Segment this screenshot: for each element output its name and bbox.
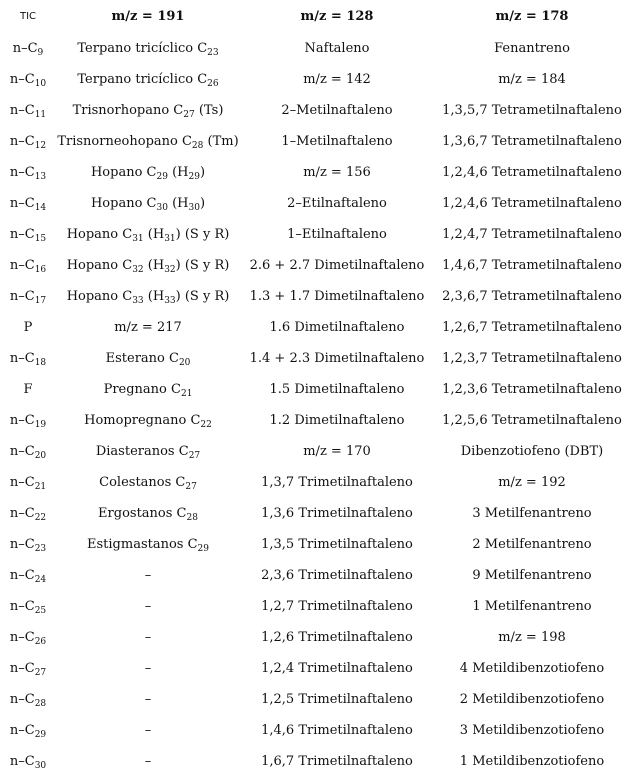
tic-cell: $n-C_{24}$ bbox=[9, 568, 47, 585]
header-tic: TIC bbox=[19, 11, 37, 22]
mz-191-cell: Terpano tricíclico $C_{26}$ bbox=[77, 72, 219, 89]
table-row bbox=[0, 33, 630, 64]
table-row bbox=[0, 95, 630, 126]
mz-128-cell: 1.4 + 2.3 Dimetilnaftaleno bbox=[249, 351, 425, 366]
table-body bbox=[0, 33, 630, 777]
mz-178-cell: 1,4,6,7 Tetrametilnaftaleno bbox=[442, 258, 622, 273]
table-row bbox=[0, 560, 630, 591]
mz-178-cell: 1,2,5,6 Tetrametilnaftaleno bbox=[442, 413, 622, 428]
table-row bbox=[0, 281, 630, 312]
table-row bbox=[0, 715, 630, 746]
tic-cell: $n-C_{19}$ bbox=[9, 413, 47, 430]
mz-191-cell: Pregnano $C_{21}$ bbox=[103, 382, 193, 399]
mz-191-cell: Hopano $C_{32}$ $(H_{32})$ (S y R) bbox=[66, 258, 230, 275]
mz-191-cell: – bbox=[144, 723, 152, 738]
tic-cell: $n-C_{21}$ bbox=[9, 475, 47, 492]
table-row bbox=[0, 622, 630, 653]
mz-128-cell: 1,4,6 Trimetilnaftaleno bbox=[261, 723, 413, 738]
mz-191-cell: Hopano $C_{30}$ $(H_{30})$ bbox=[90, 196, 206, 213]
mz-178-cell: m/z = 198 bbox=[498, 630, 566, 645]
mz-128-cell: 2–Metilnaftaleno bbox=[281, 103, 393, 118]
mz-191-cell: Diasteranos $C_{27}$ bbox=[95, 444, 201, 461]
mz-178-cell: Dibenzotiofeno (DBT) bbox=[460, 444, 604, 459]
table-row bbox=[0, 219, 630, 250]
mz-178-cell: 1 Metilfenantreno bbox=[472, 599, 592, 614]
mz-128-cell: 1.2 Dimetilnaftaleno bbox=[269, 413, 405, 428]
mz-191-cell: Esterano $C_{20}$ bbox=[105, 351, 191, 368]
mz-128-cell: m/z = 156 bbox=[303, 165, 371, 180]
header-mz-128: m/z = 128 bbox=[300, 9, 374, 24]
mz-128-cell: 1,3,6 Trimetilnaftaleno bbox=[261, 506, 413, 521]
mz-128-cell: 2,3,6 Trimetilnaftaleno bbox=[261, 568, 413, 583]
mz-191-cell: Homopregnano $C_{22}$ bbox=[84, 413, 212, 430]
tic-cell: $n-C_{14}$ bbox=[9, 196, 47, 213]
mz-128-cell: 1,2,7 Trimetilnaftaleno bbox=[261, 599, 413, 614]
mz-191-cell: Estigmastanos $C_{29}$ bbox=[87, 537, 209, 554]
mz-128-cell: 2.6 + 2.7 Dimetilnaftaleno bbox=[249, 258, 425, 273]
mz-128-cell: m/z = 170 bbox=[303, 444, 371, 459]
table-row bbox=[0, 312, 630, 343]
mz-178-cell: 1,3,6,7 Tetrametilnaftaleno bbox=[442, 134, 622, 149]
table-header bbox=[0, 0, 630, 33]
table-row bbox=[0, 591, 630, 622]
table-row bbox=[0, 126, 630, 157]
mz-178-cell: 3 Metildibenzotiofeno bbox=[459, 723, 605, 738]
mz-128-cell: 1–Etilnaftaleno bbox=[287, 227, 387, 242]
table-row bbox=[0, 374, 630, 405]
tic-cell: $n-C_{20}$ bbox=[9, 444, 47, 461]
mz-191-cell: Trisnorhopano $C_{27}$ (Ts) bbox=[72, 103, 224, 120]
mz-178-cell: m/z = 184 bbox=[498, 72, 566, 87]
mz-191-cell: Colestanos $C_{27}$ bbox=[99, 475, 197, 492]
header-mz-178: m/z = 178 bbox=[495, 9, 569, 24]
mz-178-cell: 2,3,6,7 Tetrametilnaftaleno bbox=[442, 289, 622, 304]
header-row bbox=[0, 0, 630, 33]
mz-191-cell: – bbox=[144, 630, 152, 645]
mz-128-cell: 1,2,4 Trimetilnaftaleno bbox=[261, 661, 413, 676]
table-row bbox=[0, 498, 630, 529]
table-row bbox=[0, 467, 630, 498]
mz-128-cell: 2–Etilnaftaleno bbox=[287, 196, 387, 211]
mz-128-cell: 1.6 Dimetilnaftaleno bbox=[269, 320, 405, 335]
mz-178-cell: 1,2,3,6 Tetrametilnaftaleno bbox=[442, 382, 622, 397]
mz-178-cell: 9 Metilfenantreno bbox=[472, 568, 592, 583]
table-row bbox=[0, 64, 630, 95]
tic-cell: $n-C_{23}$ bbox=[9, 537, 47, 554]
mz-128-cell: 1,6,7 Trimetilnaftaleno bbox=[261, 754, 413, 769]
tic-cell: $n-C_{22}$ bbox=[9, 506, 47, 523]
mz-178-cell: 1 Metildibenzotiofeno bbox=[459, 754, 605, 769]
mz-191-cell: Hopano $C_{29}$ $(H_{29})$ bbox=[90, 165, 206, 182]
mz-128-cell: 1.5 Dimetilnaftaleno bbox=[269, 382, 405, 397]
mz-178-cell: 1,2,4,6 Tetrametilnaftaleno bbox=[442, 165, 622, 180]
header-mz-191: m/z = 191 bbox=[111, 9, 185, 24]
mz-191-cell: Trisnorneohopano $C_{28}$ (Tm) bbox=[57, 134, 239, 151]
table-row bbox=[0, 436, 630, 467]
tic-cell: $n-C_{29}$ bbox=[9, 723, 47, 740]
mz-178-cell: 1,2,4,7 Tetrametilnaftaleno bbox=[442, 227, 622, 242]
tic-cell: $n-C_{26}$ bbox=[9, 630, 47, 647]
tic-cell: $n-C_{15}$ bbox=[9, 227, 47, 244]
mz-191-cell: – bbox=[144, 754, 152, 769]
tic-cell: F bbox=[23, 382, 33, 397]
mz-178-cell: 2 Metildibenzotiofeno bbox=[459, 692, 605, 707]
mz-191-cell: – bbox=[144, 568, 152, 583]
mz-178-cell: 3 Metilfenantreno bbox=[472, 506, 592, 521]
mz-178-cell: 1,2,4,6 Tetrametilnaftaleno bbox=[442, 196, 622, 211]
mz-191-cell: – bbox=[144, 692, 152, 707]
tic-cell: $n-C_{30}$ bbox=[9, 754, 47, 771]
tic-cell: $n-C_{28}$ bbox=[9, 692, 47, 709]
table-row bbox=[0, 653, 630, 684]
tic-cell: $n-C_{17}$ bbox=[9, 289, 47, 306]
mz-191-cell: Hopano $C_{33}$ $(H_{33})$ (S y R) bbox=[66, 289, 230, 306]
mz-128-cell: 1,2,5 Trimetilnaftaleno bbox=[261, 692, 413, 707]
mz-178-cell: 1,3,5,7 Tetrametilnaftaleno bbox=[442, 103, 622, 118]
mz-191-cell: – bbox=[144, 599, 152, 614]
mz-128-cell: 1,2,6 Trimetilnaftaleno bbox=[261, 630, 413, 645]
mz-191-cell: – bbox=[144, 661, 152, 676]
mz-178-cell: 1,2,3,7 Tetrametilnaftaleno bbox=[442, 351, 622, 366]
tic-cell: $n-C_{12}$ bbox=[9, 134, 47, 151]
mz-128-cell: 1,3,5 Trimetilnaftaleno bbox=[261, 537, 413, 552]
mz-128-cell: Naftaleno bbox=[304, 41, 370, 56]
tic-cell: $n-C_{16}$ bbox=[9, 258, 47, 275]
mz-128-cell: 1–Metilnaftaleno bbox=[281, 134, 393, 149]
table-row bbox=[0, 188, 630, 219]
tic-cell: P bbox=[23, 320, 33, 335]
mz-191-cell: Terpano tricíclico $C_{23}$ bbox=[77, 41, 219, 58]
mz-128-cell: 1,3,7 Trimetilnaftaleno bbox=[261, 475, 413, 490]
mz-178-cell: 2 Metilfenantreno bbox=[472, 537, 592, 552]
table-row bbox=[0, 405, 630, 436]
table-row bbox=[0, 529, 630, 560]
mz-191-cell: Hopano $C_{31}$ $(H_{31})$ (S y R) bbox=[66, 227, 230, 244]
tic-cell: $n-C_{13}$ bbox=[9, 165, 47, 182]
mz-178-cell: Fenantreno bbox=[494, 41, 570, 56]
mz-191-cell: Ergostanos $C_{28}$ bbox=[98, 506, 198, 523]
tic-cell: $n-C_{10}$ bbox=[9, 72, 47, 89]
table-row bbox=[0, 343, 630, 374]
tic-cell: $n-C_{25}$ bbox=[9, 599, 47, 616]
tic-cell: $n-C_9$ bbox=[12, 41, 44, 58]
tic-cell: $n-C_{11}$ bbox=[9, 103, 47, 120]
mz-128-cell: m/z = 142 bbox=[303, 72, 371, 87]
tic-cell: $n-C_{18}$ bbox=[9, 351, 47, 368]
table-row bbox=[0, 684, 630, 715]
table-row bbox=[0, 157, 630, 188]
mz-191-cell: m/z = 217 bbox=[114, 320, 182, 335]
mz-178-cell: 1,2,6,7 Tetrametilnaftaleno bbox=[442, 320, 622, 335]
mz-178-cell: 4 Metildibenzotiofeno bbox=[459, 661, 605, 676]
table-row bbox=[0, 746, 630, 777]
mz-128-cell: 1.3 + 1.7 Dimetilnaftaleno bbox=[249, 289, 425, 304]
table-row bbox=[0, 250, 630, 281]
mz-178-cell: m/z = 192 bbox=[498, 475, 566, 490]
tic-cell: $n-C_{27}$ bbox=[9, 661, 47, 678]
